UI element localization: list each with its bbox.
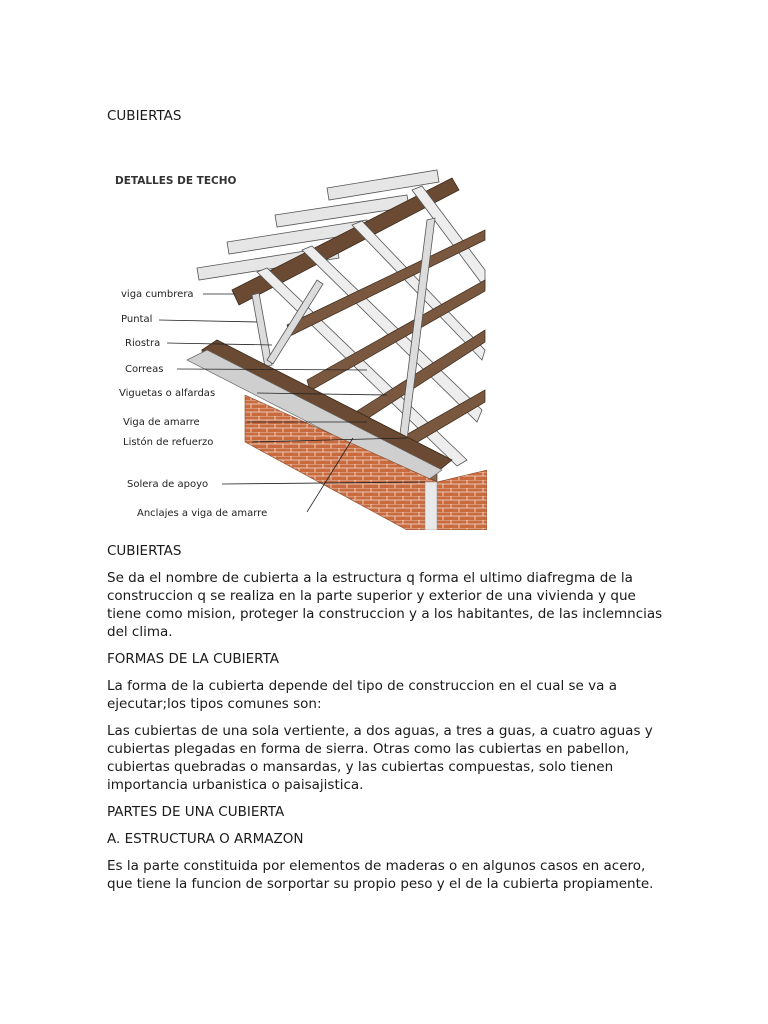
- figure-label-liston: Listón de refuerzo: [123, 437, 214, 448]
- figure-title: DETALLES DE TECHO: [115, 175, 237, 187]
- document-title: CUBIERTAS: [107, 108, 182, 124]
- section-heading: FORMAS DE LA CUBIERTA: [107, 651, 279, 667]
- figure-label-viga-amarre: Viga de amarre: [123, 417, 200, 428]
- document-body: [107, 542, 667, 902]
- paragraph: La forma de la cubierta depende del tipo de construccion en el cual se va a ejecutar;los tipos comunes son:: [107, 678, 617, 712]
- section-heading: PARTES DE UNA CUBIERTA: [107, 804, 285, 820]
- figure-label-anclajes: Anclajes a viga de amarre: [137, 508, 268, 519]
- figure-label-puntal: Puntal: [121, 314, 153, 325]
- roof-detail-figure: [107, 160, 487, 530]
- paragraph: Las cubiertas de una sola vertiente, a dos aguas, a tres a guas, a cuatro aguas y cubiertas plegadas en forma de sierra. Otras como las cubiertas en pabellon, cubiertas quebradas o mansardas, y las cubiertas compuestas, solo tienen importancia urbanistica o paisajistica.: [107, 723, 653, 793]
- paragraph: Se da el nombre de cubierta a la estructura q forma el ultimo diafregma de la construccion q se realiza en la parte superior y exterior de una vivienda y que tiene como mision, proteger la construccion y a los habitantes, de las inclemncias del clima.: [107, 570, 663, 640]
- figure-label-solera: Solera de apoyo: [127, 479, 209, 490]
- figure-label-riostra: Riostra: [125, 338, 161, 349]
- figure-label-viga-cumbrera: viga cumbrera: [121, 289, 194, 300]
- section-heading: CUBIERTAS: [107, 543, 182, 559]
- paragraph: Es la parte constituida por elementos de maderas o en algunos casos en acero, que tiene la funcion de sorportar su propio peso y el de la cubierta propiamente.: [107, 858, 654, 892]
- section-heading: A. ESTRUCTURA O ARMAZON: [107, 831, 304, 847]
- figure-label-viguetas: Viguetas o alfardas: [119, 388, 216, 399]
- figure-label-correas: Correas: [125, 364, 164, 375]
